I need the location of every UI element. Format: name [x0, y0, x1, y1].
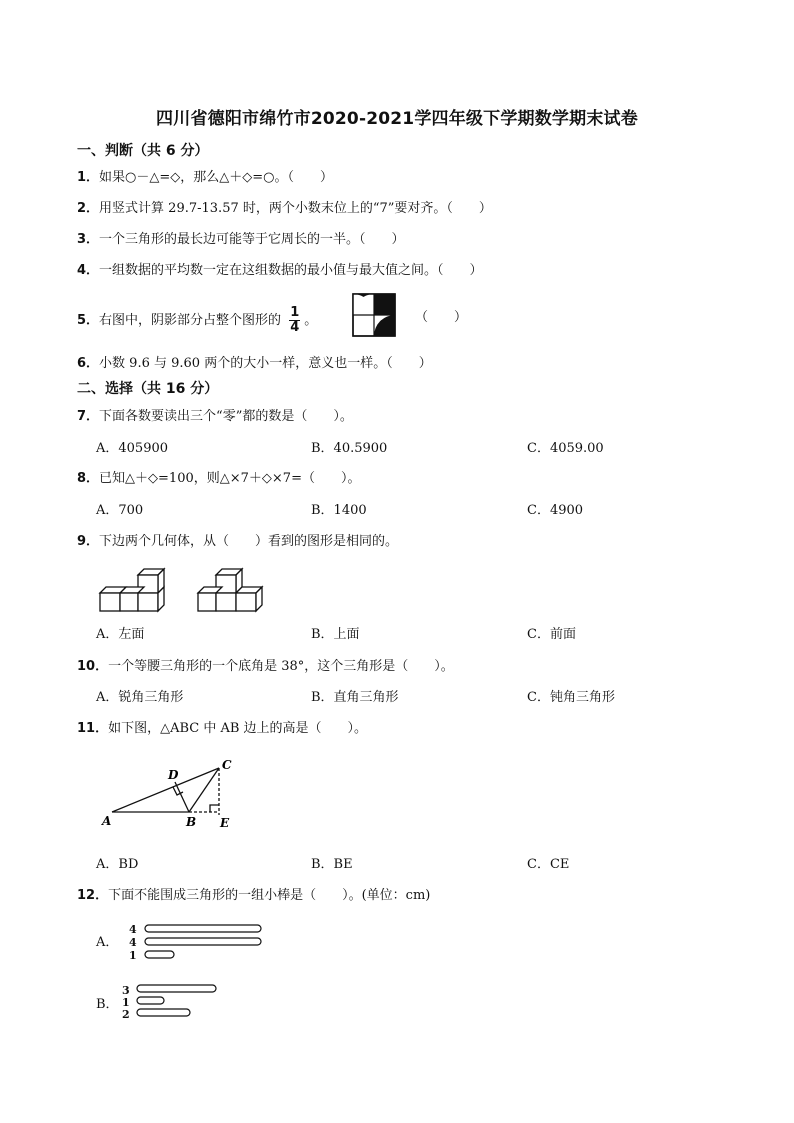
option-a[interactable]: A．	[96, 935, 119, 950]
fraction-numerator: 1	[290, 305, 300, 320]
question-text-end: 。	[304, 313, 318, 328]
question-number: 8．	[77, 471, 100, 486]
question-number: 7．	[77, 409, 100, 424]
question-text: 下面不能围成三角形的一组小棒是（ ）。(单位：cm)	[108, 888, 431, 903]
page-title: 四川省德阳市绵竹市2020-2021学四年级下学期数学期末试卷	[156, 109, 638, 129]
option-a[interactable]: A．BD	[96, 857, 139, 872]
sticks-set-b	[134, 983, 224, 1021]
question-1	[77, 166, 333, 185]
stick-short	[137, 997, 164, 1004]
option-c[interactable]: C．4059.00	[527, 441, 604, 456]
triangle-abc-figure	[98, 755, 248, 835]
question-text: 如果○－△=◇，那么△＋◇=○。（ ）	[99, 170, 334, 185]
section-heading-choice: 二、选择（共 16 分）	[77, 381, 219, 397]
question-text: 如下图，△ABC 中 AB 边上的高是（ ）。	[108, 721, 368, 736]
answer-parentheses: （ ）	[415, 310, 468, 325]
shaded-square-figure	[352, 293, 396, 337]
question-3	[77, 228, 405, 247]
question-number: 10．	[77, 659, 109, 674]
option-b[interactable]: B．1400	[311, 503, 367, 518]
question-2	[77, 197, 492, 216]
question-text: 下边两个几何体，从（ ）看到的图形是相同的。	[99, 534, 399, 549]
question-text: 用竖式计算 29.7-13.57 时，两个小数末位上的“7”要对齐。（ ）	[99, 201, 492, 216]
section-heading-judgement: 一、判断（共 6 分）	[77, 143, 209, 159]
stick-length-label: 1	[129, 949, 137, 962]
stick-short	[145, 951, 174, 958]
question-text: 一个等腰三角形的一个底角是 38°，这个三角形是（ ）。	[108, 659, 454, 674]
question-11	[77, 717, 367, 736]
stick-length-label: 4	[129, 936, 137, 949]
question-4	[77, 259, 483, 278]
stick-length-label: 1	[122, 996, 130, 1009]
option-c[interactable]: C．钝角三角形	[527, 690, 615, 705]
option-c[interactable]: C．前面	[527, 627, 576, 642]
question-number: 2．	[77, 201, 100, 216]
stick-long	[145, 938, 261, 945]
question-text: 一个三角形的最长边可能等于它周长的一半。（ ）	[99, 232, 405, 247]
option-a[interactable]: A．左面	[96, 627, 145, 642]
stick-medium	[137, 1009, 190, 1016]
cube-stack-figure-1	[98, 565, 170, 613]
label-b: B	[186, 815, 197, 829]
fraction-one-quarter	[289, 306, 300, 335]
option-b[interactable]: B．BE	[311, 857, 353, 872]
question-text: 小数 9.6 与 9.60 两个的大小一样，意义也一样。（ ）	[99, 356, 432, 371]
question-5	[77, 306, 317, 335]
question-number: 5．	[77, 313, 100, 328]
option-a[interactable]: A．405900	[96, 441, 169, 456]
option-b[interactable]: B．上面	[311, 627, 360, 642]
question-number: 4．	[77, 263, 100, 278]
option-b[interactable]: B．	[96, 997, 119, 1012]
stick-long	[145, 925, 261, 932]
cube-stack-figure-2	[196, 565, 272, 613]
stick-length-label: 4	[129, 923, 137, 936]
option-b[interactable]: B．40.5900	[311, 441, 388, 456]
question-text: 下面各数要读出三个“零”都的数是（ ）。	[99, 409, 353, 424]
question-text: 一组数据的平均数一定在这组数据的最小值与最大值之间。（ ）	[99, 263, 483, 278]
label-a: A	[102, 814, 112, 828]
fraction-denominator: 4	[290, 320, 300, 335]
stick-long	[137, 985, 216, 992]
question-number: 6．	[77, 356, 100, 371]
label-c: C	[222, 758, 232, 772]
question-number: 3．	[77, 232, 100, 247]
option-a[interactable]: A．锐角三角形	[96, 690, 184, 705]
label-e: E	[220, 816, 230, 830]
label-d: D	[168, 768, 179, 782]
sticks-set-a	[142, 923, 266, 963]
question-number: 9．	[77, 534, 100, 549]
question-number: 11．	[77, 721, 109, 736]
question-number: 12．	[77, 888, 109, 903]
question-9	[77, 530, 398, 549]
question-10	[77, 655, 454, 674]
question-12	[77, 884, 430, 903]
question-text: 右图中，阴影部分占整个图形的	[99, 313, 282, 328]
question-6	[77, 352, 432, 371]
option-a[interactable]: A．700	[96, 503, 144, 518]
stick-length-label: 2	[122, 1008, 130, 1021]
option-c[interactable]: C．4900	[527, 503, 584, 518]
option-b[interactable]: B．直角三角形	[311, 690, 399, 705]
stick-length-label: 3	[122, 984, 130, 997]
question-7	[77, 405, 353, 424]
question-8	[77, 467, 360, 486]
option-c[interactable]: C．CE	[527, 857, 570, 872]
question-number: 1．	[77, 170, 100, 185]
question-text: 已知△＋◇=100，则△×7＋◇×7=（ ）。	[99, 471, 361, 486]
